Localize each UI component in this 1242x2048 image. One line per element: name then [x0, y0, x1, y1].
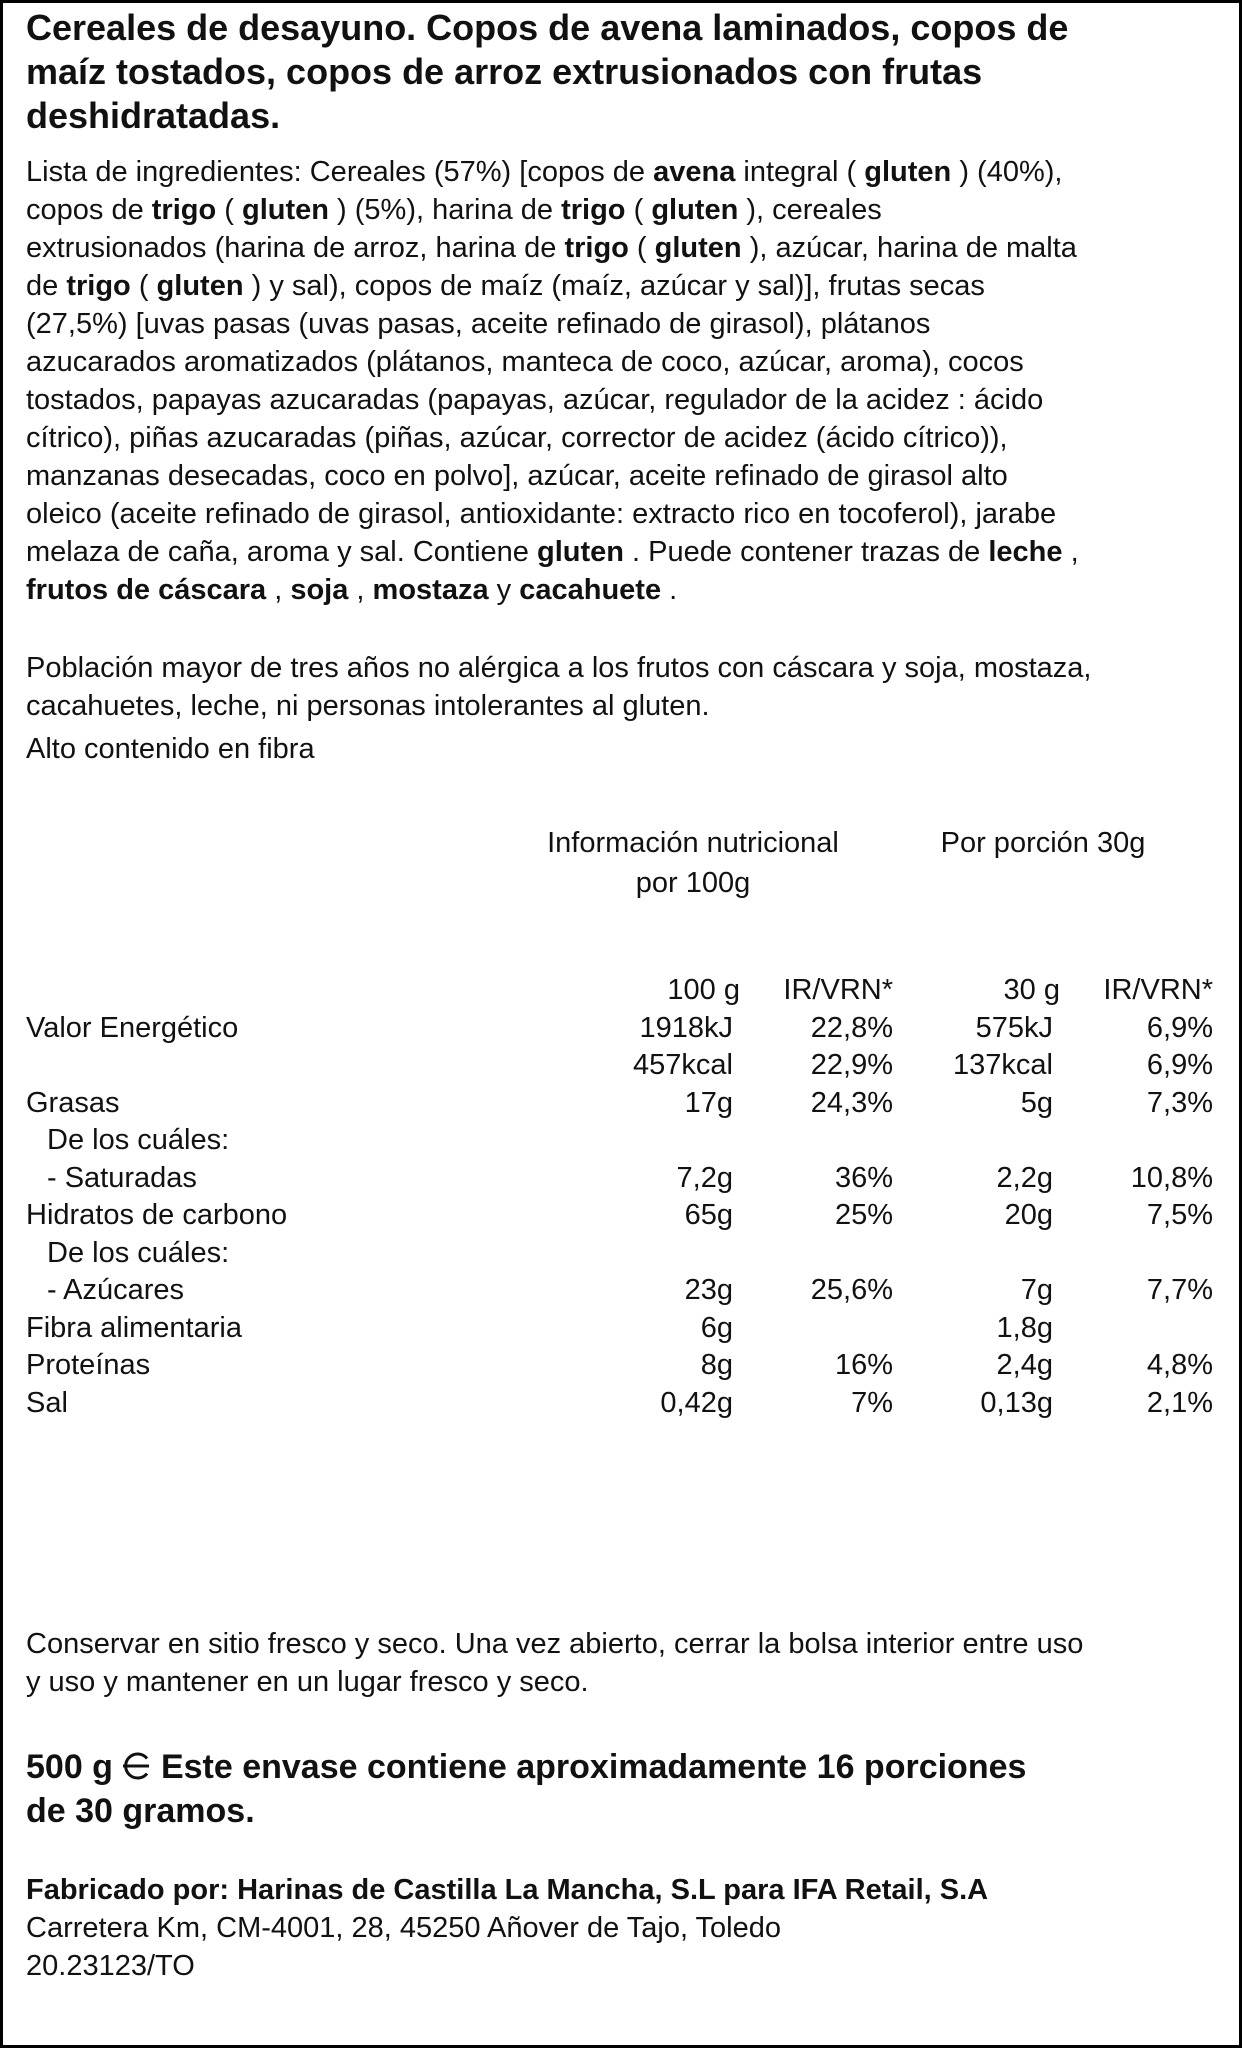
value-30g: 2,4g — [996, 1349, 1053, 1381]
ingredients-text: ( — [628, 232, 655, 264]
value-100g: 1918kJ — [639, 1011, 733, 1044]
value-30g: 137kcal — [953, 1049, 1053, 1081]
nutrition-rows — [3, 1009, 1242, 1422]
value-100g: 8g — [700, 1349, 733, 1381]
allergen-text: leche — [988, 536, 1063, 568]
nutrient-label: Grasas — [26, 1086, 120, 1119]
allergen-text: gluten — [537, 536, 624, 568]
ingredients-text: integral ( — [735, 156, 865, 188]
nutrient-label: - Saturadas — [47, 1161, 197, 1194]
value-100g: 6g — [700, 1311, 733, 1344]
allergen-text: avena — [653, 156, 736, 188]
allergen-text: gluten — [651, 194, 739, 226]
ingredients-line: manzanas desecadas, coco en polvo], azúcar, aceite refinado de girasol alto — [26, 460, 1008, 492]
ingredients-text: ) y sal), copos de maíz (maíz, azúcar y sal)], frutas secas — [243, 270, 985, 302]
allergen-text: gluten — [241, 194, 329, 226]
ir-30g: 7,3% — [1146, 1086, 1213, 1119]
ingredients-text: melaza de caña, aroma y sal. Contiene — [26, 536, 537, 568]
column-header-ir: IR/VRN* — [783, 974, 893, 1006]
ingredients-list — [26, 153, 1221, 609]
value-30g: 0,13g — [980, 1386, 1053, 1419]
nutrient-label: Sal — [26, 1386, 68, 1419]
nutrition-row — [3, 1046, 1242, 1084]
nutrition-row — [3, 1009, 1242, 1047]
ingredients-line: cítrico), piñas azucaradas (piñas, azúcar, corrector de acidez (ácido cítrico)), — [26, 422, 1008, 454]
nutrition-row — [3, 1346, 1242, 1384]
ir-30g: 7,5% — [1146, 1199, 1213, 1231]
nutrition-row — [3, 1309, 1242, 1347]
manufacturer-name: Fabricado por: Harinas de Castilla La Mancha, S.L para IFA Retail, S.A — [26, 1874, 989, 1906]
ingredients-text: . Puede contener trazas de — [624, 536, 989, 568]
ir-100g: 25,6% — [810, 1274, 893, 1306]
value-100g: 65g — [684, 1199, 733, 1231]
nutrition-row — [3, 1121, 1242, 1159]
nutrition-header-portion: Por porción 30g — [940, 827, 1146, 859]
ingredients-text: ( — [130, 270, 157, 302]
value-30g: 2,2g — [996, 1161, 1053, 1194]
nutrition-row — [3, 1234, 1242, 1272]
value-30g: 575kJ — [975, 1011, 1053, 1044]
ir-30g: 6,9% — [1146, 1049, 1213, 1081]
ingredients-text: de — [26, 270, 67, 302]
ingredients-text: , — [266, 574, 291, 606]
ingredients-line — [26, 153, 1221, 191]
column-header-30g: 30 g — [1003, 974, 1060, 1006]
ir-100g: 16% — [834, 1349, 893, 1381]
ingredients-line: tostados, papayas azucaradas (papayas, azúcar, regulador de la acidez : ácido — [26, 384, 1044, 416]
manufacturer-address: Carretera Km, CM-4001, 28, 45250 Añover de Tajo, Toledo — [26, 1912, 781, 1944]
nutrition-row — [3, 1084, 1242, 1122]
ingredients-text: ), cereales — [738, 194, 882, 226]
ir-30g: 4,8% — [1146, 1349, 1213, 1381]
value-100g: 7,2g — [676, 1161, 733, 1194]
ingredients-text: ) (5%), harina de — [328, 194, 562, 226]
value-30g: 5g — [1020, 1086, 1053, 1119]
ingredients-text: , — [1062, 536, 1079, 568]
storage-line: Conservar en sitio fresco y seco. Una vez abierto, cerrar la bolsa interior entre uso — [26, 1628, 1084, 1660]
allergen-text: gluten — [864, 156, 952, 188]
ir-100g: 25% — [834, 1199, 893, 1231]
ingredients-text: ) (40%), — [951, 156, 1063, 188]
portions-text: de 30 gramos. — [26, 1792, 255, 1830]
fiber-claim: Alto contenido en fibra — [26, 733, 315, 765]
ingredients-line — [26, 191, 1221, 229]
ingredients-text: ( — [625, 194, 652, 226]
nutrition-row — [3, 1159, 1242, 1197]
manufacturer-info — [26, 1871, 1221, 1985]
allergen-text: frutos de cáscara — [26, 574, 267, 606]
nutrient-label: Hidratos de carbono — [26, 1199, 288, 1231]
allergen-text: trigo — [151, 194, 217, 226]
column-header-ir: IR/VRN* — [1103, 974, 1213, 1006]
title-line: Cereales de desayuno. Copos de avena laminados, copos de — [26, 7, 1069, 48]
nutrition-column-headers — [3, 971, 1242, 1009]
ir-100g: 36% — [834, 1161, 893, 1194]
weight-line — [26, 1745, 1221, 1789]
allergen-text: trigo — [564, 232, 629, 264]
portions-text: Este envase contiene aproximadamente 16 porciones — [160, 1748, 1027, 1786]
ir-30g: 10,8% — [1130, 1161, 1213, 1194]
allergen-text: mostaza — [372, 574, 489, 606]
storage-line: y uso y mantener en un lugar fresco y seco. — [26, 1666, 589, 1698]
ir-30g: 7,7% — [1146, 1274, 1213, 1306]
ir-100g: 22,9% — [810, 1049, 893, 1081]
ingredients-text: . — [661, 574, 678, 606]
ir-30g: 6,9% — [1146, 1011, 1213, 1044]
allergen-text: gluten — [654, 232, 742, 264]
nutrition-row — [3, 1384, 1242, 1422]
allergen-text: trigo — [561, 194, 626, 226]
ingredients-line — [26, 229, 1221, 267]
value-30g: 20g — [1004, 1199, 1053, 1231]
ir-100g: 24,3% — [810, 1086, 893, 1119]
population-line: cacahuetes, leche, ni personas intolerantes al gluten. — [26, 690, 710, 722]
ingredients-text: y — [488, 574, 520, 606]
allergen-text: trigo — [66, 270, 131, 302]
ir-100g: 22,8% — [810, 1011, 893, 1044]
nutrition-table — [3, 971, 1242, 1421]
nutrient-label: De los cuáles: — [47, 1124, 230, 1156]
allergen-text: soja — [290, 574, 349, 606]
ingredients-line — [26, 533, 1221, 571]
nutrient-label: Fibra alimentaria — [26, 1311, 242, 1344]
product-title — [26, 6, 1221, 138]
allergen-text: cacahuete — [519, 574, 662, 606]
nutrient-label: Valor Energético — [26, 1011, 239, 1044]
allergen-text: gluten — [156, 270, 244, 302]
ingredients-line: oleico (aceite refinado de girasol, antioxidante: extracto rico en tocoferol), jarabe — [26, 498, 1057, 530]
registry-code: 20.23123/TO — [26, 1950, 195, 1982]
ingredients-line: azucarados aromatizados (plátanos, manteca de coco, azúcar, aroma), cocos — [26, 346, 1024, 378]
value-30g: 7g — [1020, 1274, 1053, 1306]
ingredients-line — [26, 267, 1221, 305]
nutrition-row — [3, 1196, 1242, 1234]
ir-30g: 2,1% — [1146, 1386, 1213, 1419]
value-30g: 1,8g — [996, 1311, 1053, 1344]
value-100g: 457kcal — [633, 1049, 733, 1081]
nutrition-header-text: por 100g — [635, 867, 751, 899]
ingredients-text: extrusionados (harina de arroz, harina de — [26, 232, 565, 264]
nutrition-header-100g — [523, 823, 863, 903]
column-header-100g: 100 g — [667, 974, 740, 1006]
value-100g: 17g — [684, 1086, 733, 1119]
nutrient-label: - Azúcares — [47, 1274, 184, 1306]
ir-100g: 7% — [851, 1386, 893, 1419]
ingredients-text: , — [348, 574, 373, 606]
ingredients-text: ), azúcar, harina de malta — [741, 232, 1077, 264]
value-100g: 0,42g — [660, 1386, 733, 1419]
value-100g: 23g — [684, 1274, 733, 1306]
target-population — [26, 649, 1221, 725]
ingredients-line — [26, 571, 1221, 609]
nutrient-label: De los cuáles: — [47, 1236, 230, 1269]
net-weight-value: 500 g — [26, 1748, 113, 1786]
ingredients-text: Lista de ingredientes: Cereales (57%) [copos de — [26, 156, 654, 188]
ingredients-text: copos de — [26, 194, 152, 226]
nutrition-row — [3, 1271, 1242, 1309]
estimated-sign-icon — [117, 1751, 153, 1781]
title-line: maíz tostados, copos de arroz extrusionados con frutas — [26, 51, 983, 92]
storage-instructions — [26, 1625, 1221, 1701]
net-weight — [26, 1745, 1221, 1833]
ingredients-line: (27,5%) [uvas pasas (uvas pasas, aceite refinado de girasol), plátanos — [26, 308, 931, 340]
nutrient-label: Proteínas — [26, 1349, 151, 1381]
title-line: deshidratadas. — [26, 95, 281, 136]
nutrition-header-text: Información nutricional — [547, 827, 839, 859]
ingredients-text: ( — [216, 194, 242, 226]
population-line: Población mayor de tres años no alérgica a los frutos con cáscara y soja, mostaza, — [26, 652, 1092, 684]
